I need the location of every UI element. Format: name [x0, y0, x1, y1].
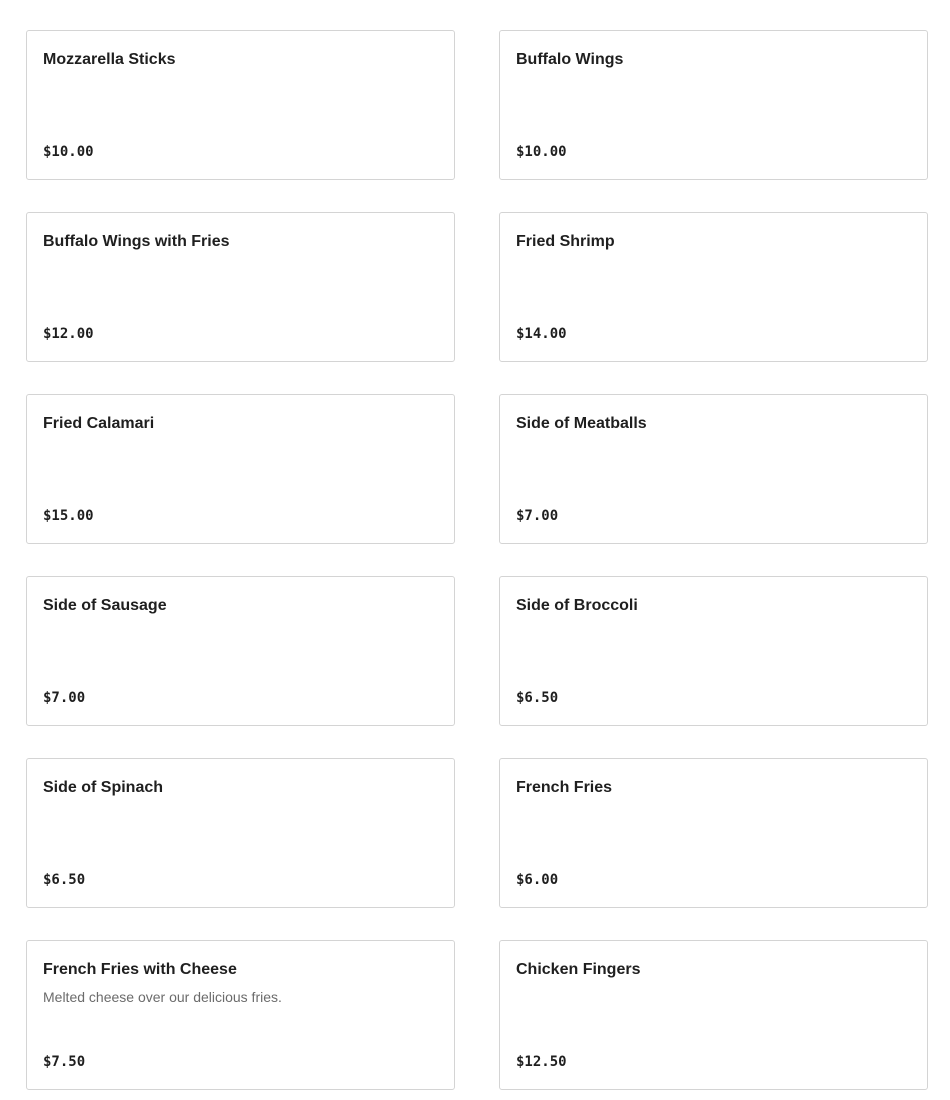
menu-item-card[interactable] — [26, 212, 455, 362]
menu-item-card[interactable] — [26, 30, 455, 180]
item-price: $10.00 — [516, 144, 567, 160]
item-name: Side of Spinach — [43, 779, 164, 796]
menu-item-card[interactable] — [499, 576, 928, 726]
item-price: $12.50 — [516, 1054, 567, 1070]
menu-item-card[interactable] — [26, 940, 455, 1090]
menu-item-card[interactable] — [26, 576, 455, 726]
item-price: $6.50 — [43, 872, 86, 888]
menu-item-card[interactable] — [26, 758, 455, 908]
menu-item-card[interactable] — [499, 30, 928, 180]
item-name: Chicken Fingers — [516, 961, 641, 978]
item-name: Fried Shrimp — [516, 233, 615, 250]
menu-item-card[interactable] — [499, 394, 928, 544]
item-name: Side of Sausage — [43, 597, 167, 614]
item-price: $7.00 — [516, 508, 559, 524]
item-name: Buffalo Wings — [516, 51, 624, 68]
menu-item-card[interactable] — [499, 940, 928, 1090]
item-price: $6.50 — [516, 690, 559, 706]
menu-grid — [26, 30, 928, 1090]
item-name: Side of Broccoli — [516, 597, 638, 614]
item-name: Mozzarella Sticks — [43, 51, 176, 68]
item-name: Side of Meatballs — [516, 415, 647, 432]
item-name: French Fries with Cheese — [43, 961, 237, 978]
item-name: Fried Calamari — [43, 415, 155, 432]
item-description: Melted cheese over our delicious fries. — [43, 989, 282, 1005]
item-price: $14.00 — [516, 326, 567, 342]
menu-item-card[interactable] — [26, 394, 455, 544]
item-name: Buffalo Wings with Fries — [43, 233, 230, 250]
item-name: French Fries — [516, 779, 613, 796]
menu-item-card[interactable] — [499, 212, 928, 362]
item-price: $15.00 — [43, 508, 94, 524]
item-price: $7.50 — [43, 1054, 86, 1070]
menu-item-card[interactable] — [499, 758, 928, 908]
item-price: $12.00 — [43, 326, 94, 342]
item-price: $6.00 — [516, 872, 559, 888]
item-price: $10.00 — [43, 144, 94, 160]
item-price: $7.00 — [43, 690, 86, 706]
